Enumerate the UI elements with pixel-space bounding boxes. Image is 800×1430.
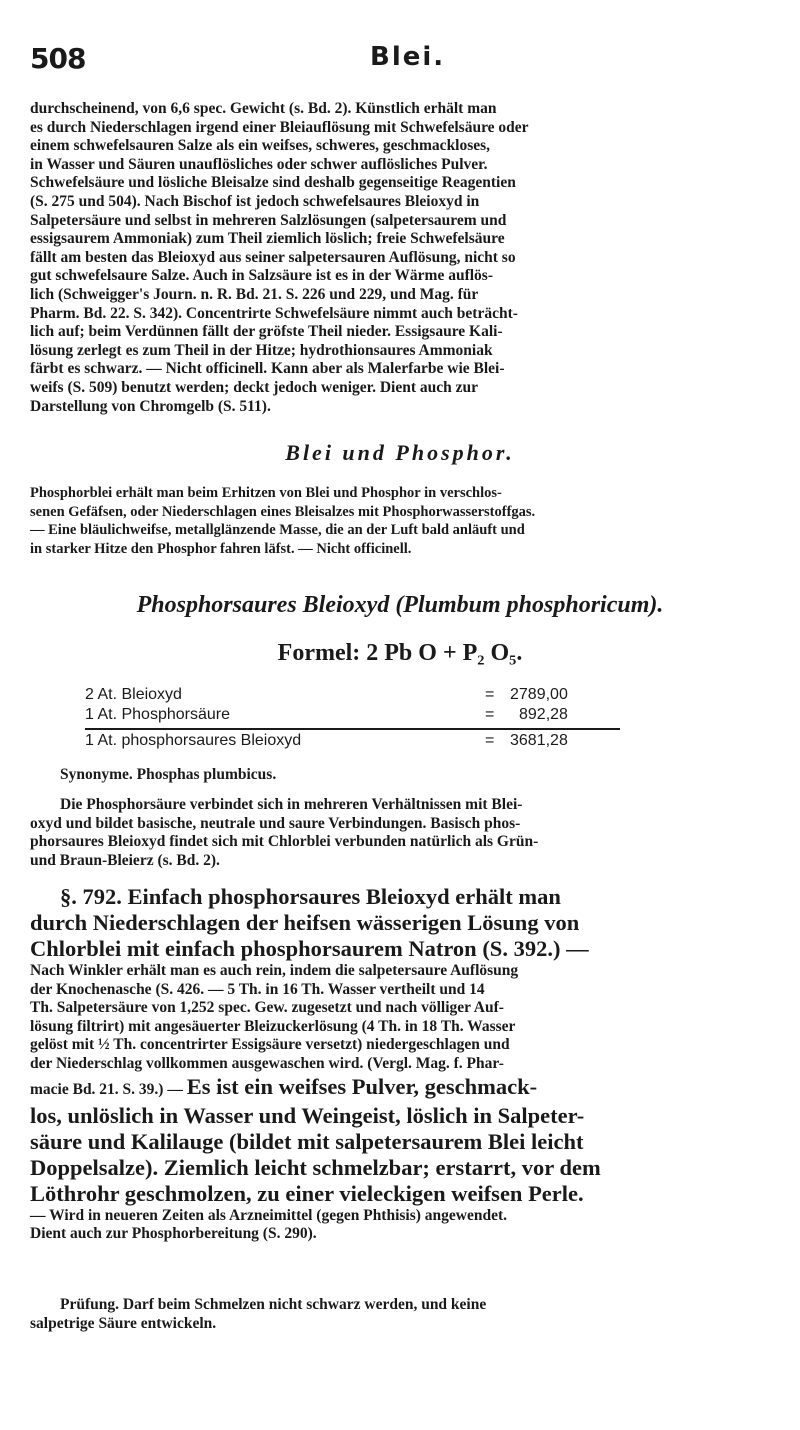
text-line: in starker Hitze den Phosphor fahren läfst. — Nicht officinell. <box>30 540 412 557</box>
synonyms-paragraph <box>30 766 770 785</box>
text-line: salpetrige Säure entwickeln. <box>30 1314 217 1332</box>
atom-row-label: 1 At. phosphorsaures Bleioxyd <box>85 732 302 749</box>
text-line: Löthrohr geschmolzen, zu einer vieleckigen weifsen Perle. <box>30 1180 584 1206</box>
text-line: Darstellung von Chromgelb (S. 511). <box>30 397 271 415</box>
text-line: gut schwefelsaure Salze. Auch in Salzsäure ist es in der Wärme auflös- <box>30 267 493 285</box>
text-line: einem schwefelsauren Salze als ein weifses, schweres, geschmackloses, <box>30 137 491 155</box>
paragraph-792 <box>30 884 770 1244</box>
text-line: oxyd und bildet basische, neutrale und saure Verbindungen. Basisch phos- <box>30 814 521 832</box>
text-line: Nach Winkler erhält man es auch rein, indem die salpetersaure Auflösung <box>30 962 519 979</box>
text-line: durchscheinend, von 6,6 spec. Gewicht (s. Bd. 2). Künstlich erhält man <box>30 100 497 117</box>
text-line: Doppelsalze). Ziemlich leicht schmelzbar; erstarrt, vor dem <box>30 1154 601 1180</box>
text-line: in Wasser und Säuren unauflösliches oder schwer auflösliches Pulver. <box>30 155 488 173</box>
intro-paragraph <box>30 100 770 416</box>
text-line: färbt es schwarz. — Nicht officinell. Kann aber als Malerfarbe wie Blei- <box>30 360 505 378</box>
text-line: los, unlöslich in Wasser und Weingeist, löslich in Salpeter- <box>30 1102 585 1128</box>
atom-row-value: 2789,00 <box>510 686 568 703</box>
text-line <box>30 1074 770 1103</box>
text-fragment: macie Bd. 21. S. 39.) — <box>30 1080 183 1098</box>
text-line: der Niederschlag vollkommen ausgewaschen wird. (Vergl. Mag. f. Phar- <box>30 1054 504 1072</box>
text-line: Prüfung. Darf beim Schmelzen nicht schwarz werden, und keine <box>60 1296 487 1313</box>
text-line: und Braun-Bleierz (s. Bd. 2). <box>30 851 220 869</box>
page-number: 508 <box>30 42 86 75</box>
text-line: (S. 275 und 504). Nach Bischof ist jedoch schwefelsaures Bleioxyd in <box>30 192 480 210</box>
text-line: lösung zerlegt es zum Theil in der Hitze; hydrothionsaures Ammoniak <box>30 341 493 359</box>
text-line: Die Phosphorsäure verbindet sich in mehreren Verhältnissen mit Blei- <box>60 796 523 813</box>
text-line: fällt am besten das Bleioxyd aus seiner salpetersauren Auflösung, nicht so <box>30 248 516 266</box>
text-line: essigsaurem Ammoniak) zum Theil ziemlich löslich; freie Schwefelsäure <box>30 230 505 248</box>
chemical-formula: Formel: 2 Pb O + P₂ O₅. <box>277 640 523 666</box>
text-line: gelöst mit ½ Th. concentrirter Essigsäure versetzt) niedergeschlagen und <box>30 1036 510 1054</box>
atom-row-eq: = <box>485 686 495 703</box>
text-line: es durch Niederschlagen irgend einer Bleiauflösung mit Schwefelsäure oder <box>30 118 529 136</box>
text-line: Schwefelsäure und lösliche Bleisalze sind deshalb gegenseitige Reagentien <box>30 174 516 192</box>
text-line: — Wird in neueren Zeiten als Arzneimittel (gegen Phthisis) angewendet. <box>30 1206 508 1224</box>
atom-row-value: 892,28 <box>519 706 568 723</box>
running-title: Blei. <box>370 42 446 72</box>
text-line: Chlorblei mit einfach phosphorsaurem Natron (S. 392.) — <box>30 936 589 961</box>
text-line: Phosphorblei erhält man beim Erhitzen von Blei und Phosphor in verschlos- <box>30 485 502 501</box>
sum-rule <box>85 728 620 730</box>
text-line: der Knochenasche (S. 426. — 5 Th. in 16 Th. Wasser vertheilt und 14 <box>30 980 485 998</box>
atom-row-label: 2 At. Bleioxyd <box>85 686 182 703</box>
text-line: lich (Schweigger's Journ. n. R. Bd. 21. S. 226 und 229, und Mag. für <box>30 285 479 303</box>
text-line: phorsaures Bleioxyd findet sich mit Chlorblei verbunden natürlich als Grün- <box>30 833 539 851</box>
atom-row-eq: = <box>485 706 495 723</box>
text-line: durch Niederschlagen der heifsen wässerigen Lösung von <box>30 910 580 935</box>
text-line: lösung filtrirt) mit angesäuerter Bleizuckerlösung (4 Th. in 18 Th. Wasser <box>30 1017 516 1035</box>
section-heading-blei-phosphor: Blei und Phosphor. <box>285 440 515 465</box>
phosphoric-acid-paragraph <box>30 796 770 870</box>
text-line: senen Gefäfsen, oder Niederschlagen eines Bleisalzes mit Phosphorwasserstoffgas. <box>30 503 536 520</box>
atom-row-eq: = <box>485 732 495 749</box>
atom-row-label: 1 At. Phosphorsäure <box>85 706 230 723</box>
pruefung-paragraph <box>30 1296 770 1333</box>
text-line: — Eine bläulichweifse, metallglänzende Masse, die an der Luft bald anläuft und <box>30 522 525 539</box>
phosphorblei-paragraph <box>30 484 770 558</box>
text-line: lich auf; beim Verdünnen fällt der gröfste Theil nieder. Essigsaure Kali- <box>30 323 503 341</box>
text-line: §. 792. Einfach phosphorsaures Bleioxyd erhält man <box>60 884 561 909</box>
text-line: Salpetersäure und selbst in mehreren Salzlösungen (salpetersaurem und <box>30 211 507 229</box>
text-line: Dient auch zur Phosphorbereitung (S. 290). <box>30 1225 317 1243</box>
section-heading-phosphorsaures: Phosphorsaures Bleioxyd (Plumbum phosphoricum). <box>136 592 664 618</box>
synonyms-line: Synonyme. Phosphas plumbicus. <box>60 766 277 783</box>
text-line: weifs (S. 509) benutzt werden; deckt jedoch weniger. Dient auch zur <box>30 378 479 396</box>
text-fragment: Es ist ein weifses Pulver, geschmack- <box>186 1073 538 1099</box>
text-line: säure und Kalilauge (bildet mit salpetersaurem Blei leicht <box>30 1128 584 1154</box>
text-line: Pharm. Bd. 22. S. 342). Concentrirte Schwefelsäure nimmt auch beträcht- <box>30 304 518 322</box>
atom-row-value: 3681,28 <box>510 732 568 749</box>
text-line: Th. Salpetersäure von 1,252 spec. Gew. zugesetzt und nach völliger Auf- <box>30 999 504 1017</box>
